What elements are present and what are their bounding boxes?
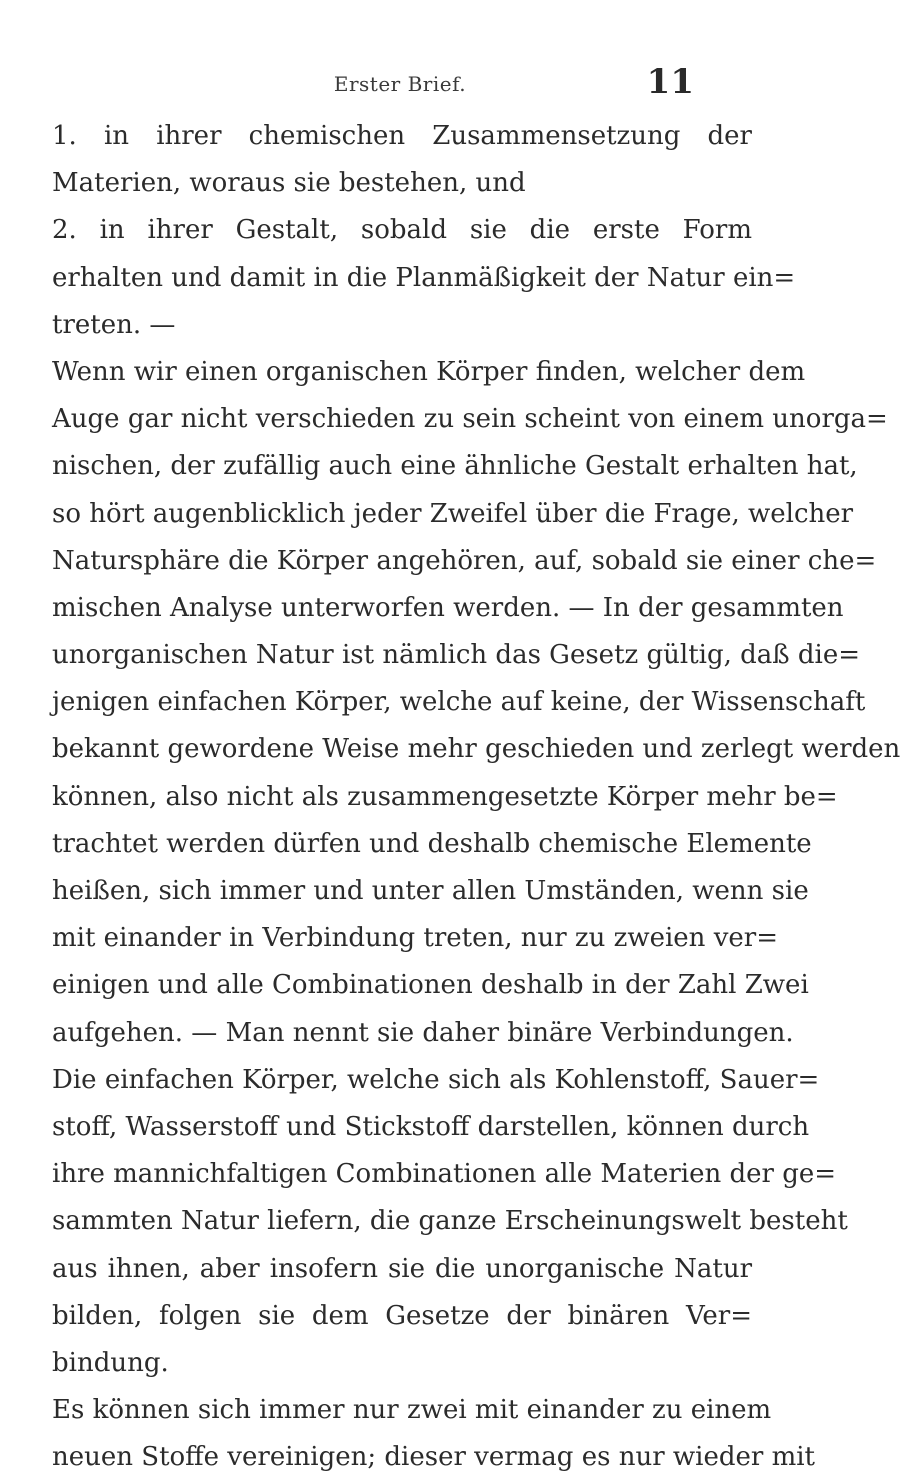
- text-line: erhalten und damit in die Planmäßigkeit der Natur ein=: [52, 262, 796, 293]
- text-line: Auge gar nicht verschieden zu sein scheint von einem unorga=: [52, 404, 888, 435]
- text-line: heißen, sich immer und unter allen Umständen, wenn sie: [52, 876, 809, 906]
- text-line: neuen Stoffe vereinigen; dieser vermag es nur wieder mit: [52, 1442, 815, 1473]
- text-line: mischen Analyse unterworfen werden. — In der gesammten: [52, 592, 844, 623]
- text-line: bekannt gewordene Weise mehr geschieden und zerlegt werden: [52, 734, 900, 765]
- text-line: mit einander in Verbindung treten, nur zu zweien ver=: [52, 923, 778, 954]
- text-line: aus ihnen, aber insofern sie die unorganische Natur: [52, 1253, 752, 1284]
- text-line: aufgehen. — Man nennt sie daher binäre Verbindungen.: [52, 1017, 794, 1048]
- text-line: Natursphäre die Körper angehören, auf, sobald sie einer che=: [52, 545, 877, 576]
- text-line: bilden, folgen sie dem Gesetze der binären Ver=: [52, 1300, 752, 1331]
- text-line: so hört augenblicklich jeder Zweifel über die Frage, welcher: [52, 498, 854, 529]
- page-number: 11: [646, 62, 694, 102]
- text-line: einigen und alle Combinationen deshalb in der Zahl Zwei: [52, 970, 809, 1001]
- text-line: Die einfachen Körper, welche sich als Kohlenstoff, Sauer=: [52, 1064, 820, 1095]
- running-title: Erster Brief.: [333, 72, 467, 96]
- text-line: 1. in ihrer chemischen Zusammensetzung der: [52, 121, 752, 151]
- text-line: Wenn wir einen organischen Körper finden, welcher dem: [52, 356, 806, 387]
- text-line: können, also nicht als zusammengesetzte Körper mehr be=: [52, 781, 838, 812]
- text-line: nischen, der zufällig auch eine ähnliche Gestalt erhalten hat,: [52, 451, 858, 482]
- text-line: Materien, woraus sie bestehen, und: [52, 168, 526, 199]
- text-line: trachtet werden dürfen und deshalb chemische Elemente: [52, 828, 812, 859]
- text-line: ihre mannichfaltigen Combinationen alle Materien der ge=: [52, 1159, 837, 1190]
- text-line: sammten Natur liefern, die ganze Erscheinungswelt besteht: [52, 1206, 848, 1237]
- text-line: stoff, Wasserstoff und Stickstoff darstellen, können durch: [52, 1111, 810, 1142]
- text-line: treten. —: [52, 309, 176, 340]
- page-header: [0, 62, 800, 108]
- text-line: bindung.: [52, 1347, 169, 1378]
- text-line: jenigen einfachen Körper, welche auf keine, der Wissenschaft: [52, 687, 866, 718]
- body-text: [52, 113, 900, 1481]
- text-line: unorganischen Natur ist nämlich das Gesetz gültig, daß die=: [52, 640, 861, 671]
- text-line: Es können sich immer nur zwei mit einander zu einem: [52, 1395, 772, 1426]
- text-line: 2. in ihrer Gestalt, sobald sie die erste Form: [52, 215, 752, 246]
